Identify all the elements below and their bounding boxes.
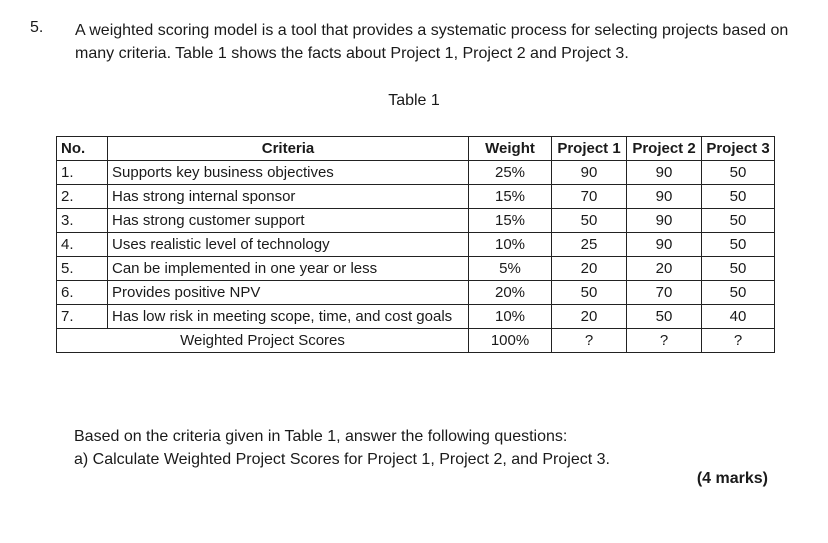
row-project-1: 20 xyxy=(552,257,627,281)
table-row xyxy=(57,161,775,185)
row-project-2: 50 xyxy=(627,305,702,329)
row-project-3: 50 xyxy=(702,185,775,209)
row-project-1: 50 xyxy=(552,209,627,233)
row-criteria: Has strong internal sponsor xyxy=(108,185,469,209)
row-project-2: 90 xyxy=(627,185,702,209)
total-project-2: ? xyxy=(627,329,702,353)
row-criteria: Supports key business objectives xyxy=(108,161,469,185)
row-project-2: 90 xyxy=(627,161,702,185)
question-intro: A weighted scoring model is a tool that provides a systematic process for selecting projects based on many criteria. Table 1 shows the facts about Project 1, Project 2 and Project 3. xyxy=(75,22,789,62)
header-project-2: Project 2 xyxy=(627,137,702,161)
row-criteria: Can be implemented in one year or less xyxy=(108,257,469,281)
total-weight: 100% xyxy=(469,329,552,353)
row-weight: 5% xyxy=(469,257,552,281)
table-caption: Table 1 xyxy=(388,92,440,109)
question-a: a) Calculate Weighted Project Scores for Project 1, Project 2, and Project 3. xyxy=(74,451,610,468)
row-weight: 10% xyxy=(469,305,552,329)
row-project-3: 40 xyxy=(702,305,775,329)
row-project-3: 50 xyxy=(702,161,775,185)
row-project-2: 70 xyxy=(627,281,702,305)
row-project-3: 50 xyxy=(702,209,775,233)
row-project-1: 70 xyxy=(552,185,627,209)
total-label: Weighted Project Scores xyxy=(57,329,469,353)
row-criteria: Has strong customer support xyxy=(108,209,469,233)
row-criteria: Uses realistic level of technology xyxy=(108,233,469,257)
total-row xyxy=(57,329,775,353)
table-row xyxy=(57,185,775,209)
row-no: 2. xyxy=(57,185,108,209)
row-no: 1. xyxy=(57,161,108,185)
row-weight: 25% xyxy=(469,161,552,185)
row-no: 7. xyxy=(57,305,108,329)
row-no: 5. xyxy=(57,257,108,281)
table-row xyxy=(57,305,775,329)
questions-block xyxy=(74,425,610,471)
row-weight: 10% xyxy=(469,233,552,257)
row-project-3: 50 xyxy=(702,233,775,257)
header-criteria: Criteria xyxy=(108,137,469,161)
table-row xyxy=(57,257,775,281)
row-project-1: 50 xyxy=(552,281,627,305)
row-project-2: 20 xyxy=(627,257,702,281)
row-criteria: Provides positive NPV xyxy=(108,281,469,305)
question-number: 5. xyxy=(30,19,44,36)
row-no: 6. xyxy=(57,281,108,305)
header-weight: Weight xyxy=(469,137,552,161)
table-row xyxy=(57,281,775,305)
row-no: 4. xyxy=(57,233,108,257)
row-criteria: Has low risk in meeting scope, time, and cost goals xyxy=(108,305,469,329)
row-weight: 15% xyxy=(469,209,552,233)
row-project-3: 50 xyxy=(702,281,775,305)
header-no: No. xyxy=(57,137,108,161)
row-project-1: 20 xyxy=(552,305,627,329)
row-project-3: 50 xyxy=(702,257,775,281)
row-weight: 15% xyxy=(469,185,552,209)
questions-lead: Based on the criteria given in Table 1, answer the following questions: xyxy=(74,428,568,445)
total-project-3: ? xyxy=(702,329,775,353)
header-project-1: Project 1 xyxy=(552,137,627,161)
table-header-row xyxy=(57,137,775,161)
header-project-3: Project 3 xyxy=(702,137,775,161)
row-no: 3. xyxy=(57,209,108,233)
total-project-1: ? xyxy=(552,329,627,353)
row-weight: 20% xyxy=(469,281,552,305)
scoring-table xyxy=(56,136,775,353)
table-row xyxy=(57,233,775,257)
row-project-2: 90 xyxy=(627,233,702,257)
row-project-2: 90 xyxy=(627,209,702,233)
row-project-1: 25 xyxy=(552,233,627,257)
row-project-1: 90 xyxy=(552,161,627,185)
table-row xyxy=(57,209,775,233)
marks-label: (4 marks) xyxy=(696,470,768,487)
